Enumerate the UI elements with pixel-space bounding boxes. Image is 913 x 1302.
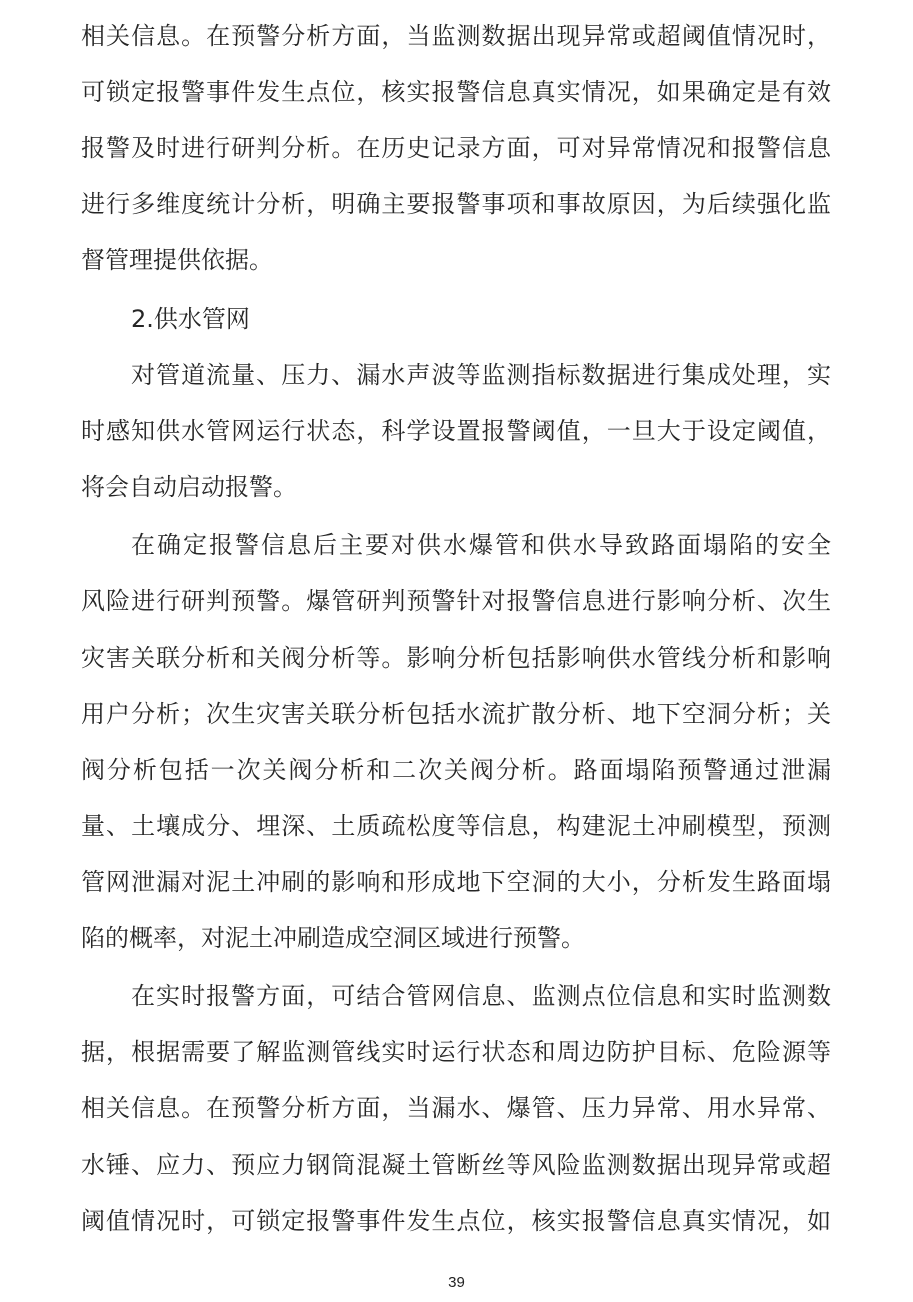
body-text-line: 督管理提供依据。 <box>81 246 273 274</box>
body-text-line: 对管道流量、压力、漏水声波等监测指标数据进行集成处理，实 <box>131 361 831 389</box>
section-heading: 2.供水管网 <box>131 305 250 333</box>
body-text-line: 据，根据需要了解监测管线实时运行状态和周边防护目标、危险源等 <box>81 1038 831 1066</box>
body-text-line: 水锤、应力、预应力钢筒混凝土管断丝等风险监测数据出现异常或超 <box>81 1151 831 1179</box>
body-text-line: 阈值情况时，可锁定报警事件发生点位，核实报警信息真实情况，如 <box>81 1207 831 1235</box>
body-text-line: 进行多维度统计分析，明确主要报警事项和事故原因，为后续强化监 <box>81 190 831 218</box>
body-text-line: 用户分析；次生灾害关联分析包括水流扩散分析、地下空洞分析；关 <box>81 700 831 728</box>
body-text-line: 灾害关联分析和关阀分析等。影响分析包括影响供水管线分析和影响 <box>81 644 831 672</box>
body-text-line: 风险进行研判预警。爆管研判预警针对报警信息进行影响分析、次生 <box>81 587 831 615</box>
body-text-line: 相关信息。在预警分析方面，当漏水、爆管、压力异常、用水异常、 <box>81 1094 831 1122</box>
body-text-line: 在确定报警信息后主要对供水爆管和供水导致路面塌陷的安全 <box>131 531 831 559</box>
body-text-line: 将会自动启动报警。 <box>81 473 297 501</box>
body-text-line: 时感知供水管网运行状态，科学设置报警阈值，一旦大于设定阈值， <box>81 417 831 445</box>
body-text-line: 在实时报警方面，可结合管网信息、监测点位信息和实时监测数 <box>131 982 831 1010</box>
body-text-line: 可锁定报警事件发生点位，核实报警信息真实情况，如果确定是有效 <box>81 78 831 106</box>
body-text-line: 相关信息。在预警分析方面，当监测数据出现异常或超阈值情况时， <box>81 22 831 50</box>
body-text-line: 阀分析包括一次关阀分析和二次关阀分析。路面塌陷预警通过泄漏 <box>81 756 831 784</box>
body-text-line: 陷的概率，对泥土冲刷造成空洞区域进行预警。 <box>81 924 585 952</box>
body-text-line: 量、土壤成分、埋深、土质疏松度等信息，构建泥土冲刷模型，预测 <box>81 812 831 840</box>
body-text-line: 报警及时进行研判分析。在历史记录方面，可对异常情况和报警信息 <box>81 134 831 162</box>
body-text-line: 管网泄漏对泥土冲刷的影响和形成地下空洞的大小，分析发生路面塌 <box>81 868 831 896</box>
page-number: 39 <box>448 1274 465 1291</box>
